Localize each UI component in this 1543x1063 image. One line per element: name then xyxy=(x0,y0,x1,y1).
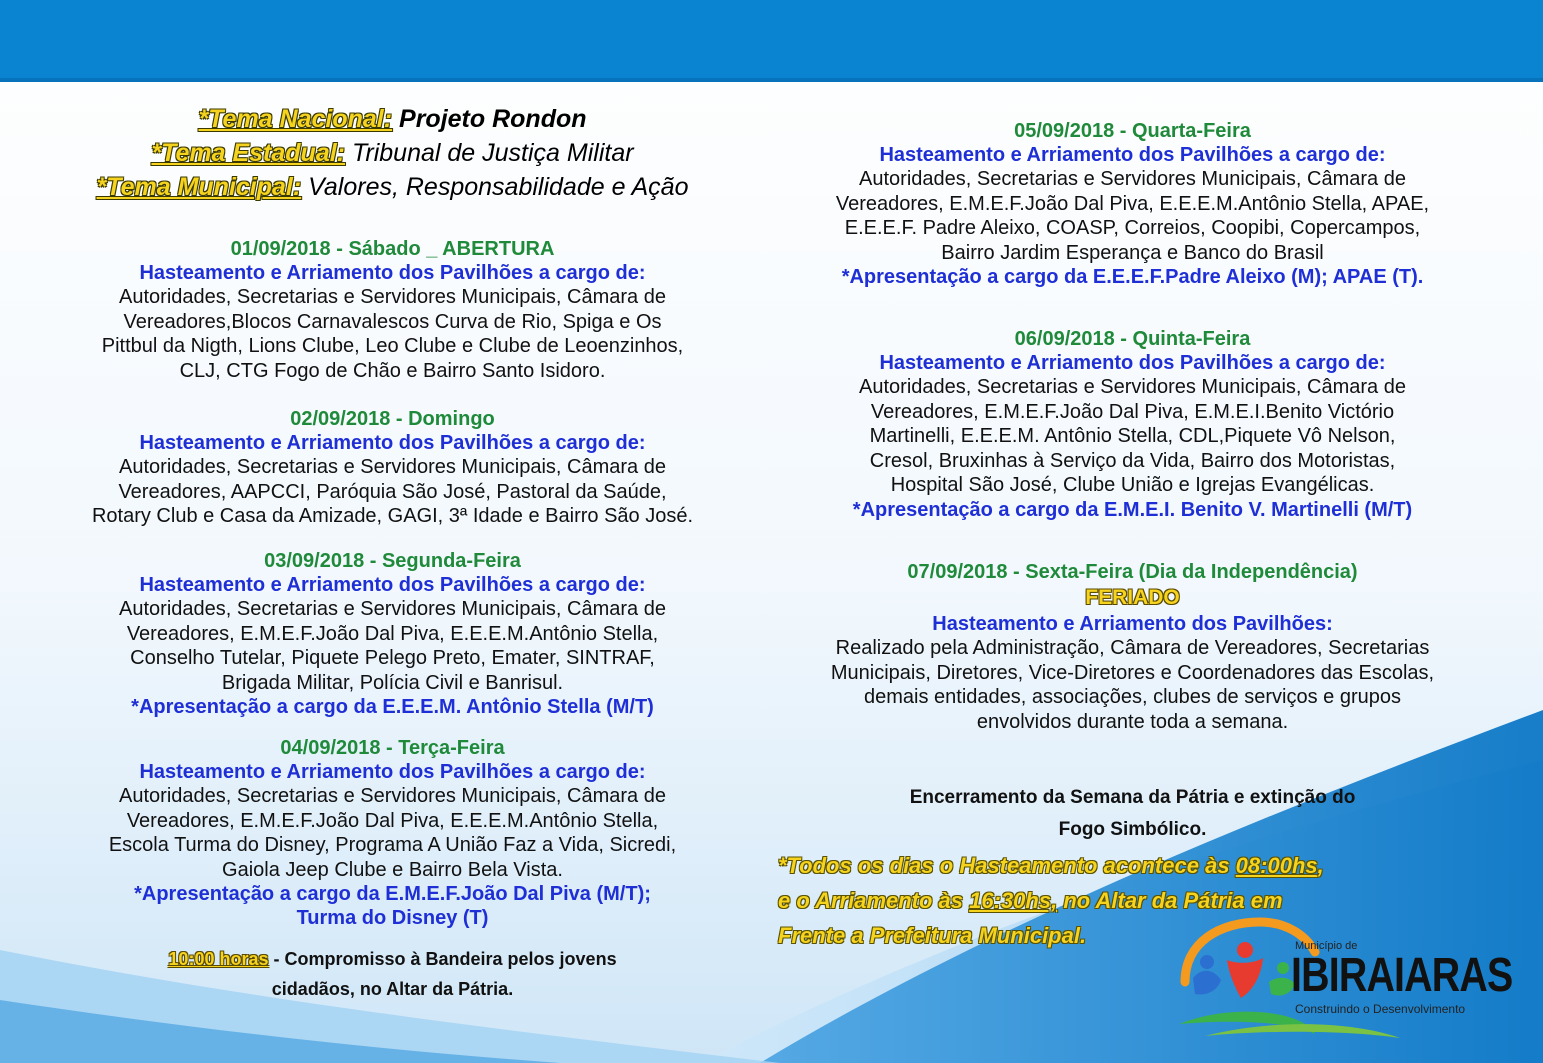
theme-municipal-value: Valores, Responsabilidade e Ação xyxy=(308,173,689,201)
theme-estadual xyxy=(20,136,765,170)
day-block-05 xyxy=(775,119,1490,289)
day-subtitle: Hasteamento e Arriamento dos Pavilhões a cargo de: xyxy=(879,144,1386,166)
day-body-line: envolvidos durante toda a semana. xyxy=(976,710,1289,733)
day-subtitle: Hasteamento e Arriamento dos Pavilhões a cargo de: xyxy=(139,432,646,454)
day-presentation-line: *Apresentação a cargo da E.M.E.F.João Dal Piva (M/T); xyxy=(134,883,651,905)
day-presentation xyxy=(20,695,765,719)
feriado-badge: FERIADO xyxy=(1085,586,1180,609)
day-title: 05/09/2018 - Quarta-Feira xyxy=(1014,120,1251,142)
day-title: 03/09/2018 - Segunda-Feira xyxy=(264,550,521,572)
compromisso-text-2: cidadãos, no Altar da Pátria. xyxy=(271,979,514,999)
day-presentation-line: *Apresentação a cargo da E.E.E.M. Antônio Stella (M/T) xyxy=(131,696,654,718)
theme-estadual-value: Tribunal de Justiça Militar xyxy=(351,139,634,167)
day-title: 04/09/2018 - Terça-Feira xyxy=(280,737,505,759)
day-body-line: Autoridades, Secretarias e Servidores Municipais, Câmara de xyxy=(859,168,1406,190)
day-body-line: Vereadores, E.M.E.F.João Dal Piva, E.E.E.M.Antônio Stella, xyxy=(126,809,659,832)
day-title: 07/09/2018 - Sexta-Feira (Dia da Independência) xyxy=(907,561,1358,583)
day-block-03 xyxy=(20,549,765,719)
day-title: 02/09/2018 - Domingo xyxy=(290,408,495,430)
day-block-07 xyxy=(775,560,1490,734)
day-body-line: Vereadores,Blocos Carnavalescos Curva de Rio, Spiga e Os xyxy=(123,310,662,333)
day-body-line: demais entidades, associações, clubes de serviços e grupos xyxy=(864,686,1401,708)
day-presentation-line: *Apresentação a cargo da E.M.E.I. Benito V. Martinelli (M/T) xyxy=(852,498,1413,521)
note-text: Frente a Prefeitura Municipal. xyxy=(778,923,1087,948)
day-body-line: CLJ, CTG Fogo de Chão e Bairro Santo Isidoro. xyxy=(179,359,606,382)
day-presentation xyxy=(775,498,1490,522)
theme-nacional xyxy=(20,102,765,136)
ibiraiaras-logo xyxy=(1165,912,1513,1052)
day-body-line: Realizado pela Administração, Câmara de Vereadores, Secretarias xyxy=(835,637,1430,659)
day-title: 06/09/2018 - Quinta-Feira xyxy=(1014,328,1251,350)
note-time-arriamento: 16:30hs, xyxy=(969,888,1058,913)
logo-name: IBIRAIARAS xyxy=(1291,949,1513,1002)
day-body-line: Autoridades, Secretarias e Servidores Municipais, Câmara de xyxy=(119,598,666,620)
day-body-line: Municipais, Diretores, Vice-Diretores e Coordenadores das Escolas, xyxy=(830,661,1435,684)
note-text: , xyxy=(1317,853,1324,878)
day-body-line: Vereadores, AAPCCI, Paróquia São José, Pastoral da Saúde, xyxy=(118,480,667,503)
day-block-02 xyxy=(20,407,765,529)
day-presentation-line: *Apresentação a cargo da E.E.E.F.Padre Aleixo (M); APAE (T). xyxy=(841,266,1424,288)
day-body-line: Bairro Jardim Esperança e Banco do Brasil xyxy=(941,241,1324,264)
theme-nacional-value: Projeto Rondon xyxy=(399,105,587,133)
compromisso-time: 10:00 horas xyxy=(168,949,269,969)
day-presentation xyxy=(775,265,1490,289)
day-body-line: Brigada Militar, Polícia Civil e Banrisul. xyxy=(221,671,564,694)
day-body-line: E.E.E.F. Padre Aleixo, COASP, Correios, Coopibi, Copercampos, xyxy=(844,217,1421,239)
day-body xyxy=(775,167,1490,265)
day-body-line: Hospital São José, Clube União e Igrejas Evangélicas. xyxy=(890,474,1375,496)
logo-tagline: Construindo o Desenvolvimento xyxy=(1295,1002,1466,1016)
day-subtitle: Hasteamento e Arriamento dos Pavilhões a cargo de: xyxy=(139,574,646,596)
day-subtitle: Hasteamento e Arriamento dos Pavilhões a cargo de: xyxy=(139,262,646,284)
day-body-line: Vereadores, E.M.E.F.João Dal Piva, E.M.E.I.Benito Victório xyxy=(870,400,1395,423)
day-body xyxy=(20,455,765,529)
day-subtitle: Hasteamento e Arriamento dos Pavilhões a cargo de: xyxy=(879,352,1386,374)
day-body-line: Escola Turma do Disney, Programa A União Faz a Vida, Sicredi, xyxy=(108,834,677,856)
closing-line: Fogo Simbólico. xyxy=(1058,819,1207,840)
compromisso-bandeira xyxy=(20,944,765,1004)
theme-municipal-label: *Tema Municipal: xyxy=(96,173,302,201)
day-presentation-line: Turma do Disney (T) xyxy=(296,907,489,929)
day-subtitle: Hasteamento e Arriamento dos Pavilhões: xyxy=(932,613,1333,635)
day-block-01 xyxy=(20,237,765,383)
day-body-line: Vereadores, E.M.E.F.João Dal Piva, E.E.E.M.Antônio Stella, APAE, xyxy=(835,192,1430,215)
note-time-hasteamento: 08:00hs xyxy=(1235,853,1318,878)
note-text: e o Arriamento às xyxy=(778,888,970,913)
day-body xyxy=(20,285,765,383)
closing-line: Encerramento da Semana da Pátria e extinção do xyxy=(909,787,1356,808)
day-body-line: Gaiola Jeep Clube e Bairro Bela Vista. xyxy=(222,858,563,881)
themes-block xyxy=(20,102,765,204)
logo-small-text: Município de xyxy=(1295,940,1358,952)
compromisso-text: - Compromisso à Bandeira pelos jovens xyxy=(268,949,617,969)
theme-estadual-label: *Tema Estadual: xyxy=(151,139,346,167)
day-body-line: Autoridades, Secretarias e Servidores Municipais, Câmara de xyxy=(119,785,666,807)
theme-nacional-label: *Tema Nacional: xyxy=(198,105,393,133)
day-title: 01/09/2018 - Sábado _ ABERTURA xyxy=(230,238,555,260)
day-body-line: Cresol, Bruxinhas à Serviço da Vida, Bairro dos Motoristas, xyxy=(869,449,1396,472)
day-body-line: Conselho Tutelar, Piquete Pelego Preto, Emater, SINTRAF, xyxy=(130,647,655,669)
day-block-06 xyxy=(775,327,1490,522)
day-body-line: Autoridades, Secretarias e Servidores Municipais, Câmara de xyxy=(119,456,666,478)
day-body-line: Rotary Club e Casa da Amizade, GAGI, 3ª Idade e Bairro São José. xyxy=(91,505,694,527)
header-bar xyxy=(0,0,1543,80)
day-presentation xyxy=(20,882,765,930)
day-body-line: Vereadores, E.M.E.F.João Dal Piva, E.E.E.M.Antônio Stella, xyxy=(126,622,659,645)
day-body-line: Autoridades, Secretarias e Servidores Municipais, Câmara de xyxy=(859,376,1406,398)
day-subtitle: Hasteamento e Arriamento dos Pavilhões a cargo de: xyxy=(139,761,646,783)
theme-municipal xyxy=(20,170,765,204)
day-body-line: Pittbul da Nigth, Lions Clube, Leo Clube e Clube de Leoenzinhos, xyxy=(101,335,684,357)
day-block-04 xyxy=(20,736,765,930)
note-text: *Todos os dias o Hasteamento acontece às xyxy=(778,853,1236,878)
closing-statement xyxy=(775,782,1490,846)
day-body xyxy=(775,375,1490,498)
note-text: no Altar da Pátria em xyxy=(1057,888,1283,913)
day-body-line: Autoridades, Secretarias e Servidores Municipais, Câmara de xyxy=(119,286,666,308)
day-body-line: Martinelli, E.E.E.M. Antônio Stella, CDL,Piquete Vô Nelson, xyxy=(869,425,1396,447)
day-body xyxy=(20,784,765,882)
day-body xyxy=(775,636,1490,734)
day-body xyxy=(20,597,765,695)
